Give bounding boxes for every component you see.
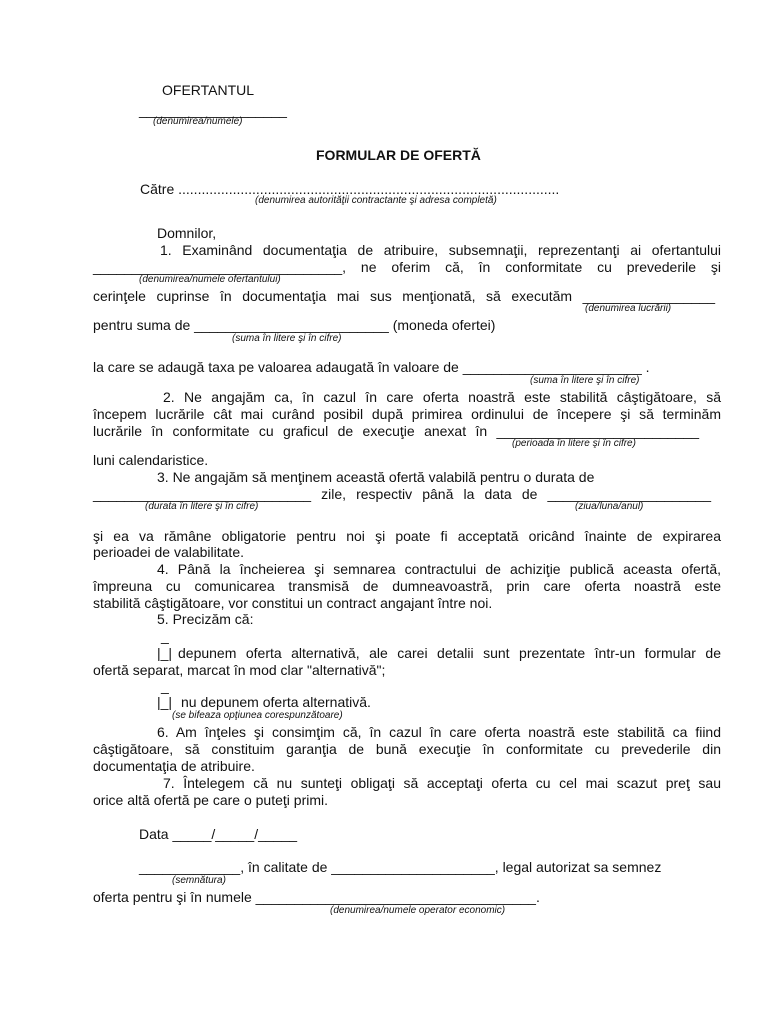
- p6-line-2: câştigătoare, să constituim garanţia de bună execuţie în conformitate cu prevederile din: [93, 741, 721, 757]
- signature-hint: (semnătura): [172, 875, 226, 886]
- document-title: FORMULAR DE OFERTĂ: [316, 147, 481, 163]
- p7-line-2: orice altă ofertă pe care o puteţi primi.: [93, 792, 329, 808]
- behalf-line: oferta pentru şi în numele ____________________________________.: [93, 889, 540, 905]
- p1-line-4: pentru suma de _________________________ (moneda ofertei): [93, 317, 496, 333]
- data-line: Data _____/_____/_____: [139, 826, 298, 842]
- option-1-checkbox[interactable]: |_|: [157, 645, 173, 661]
- greeting: Domnilor,: [157, 225, 217, 241]
- option-1-line-1: depunem oferta alternativă, ale carei detalii sunt prezentate într-un formular de: [178, 645, 721, 661]
- option-hint: (se bifeaza opţiunea corespunzătoare): [172, 710, 343, 721]
- option-1-checkbox-top[interactable]: _: [161, 628, 169, 644]
- p4-line-3: stabilită câştigătoare, vor constitui un contract angajant între noi.: [93, 595, 493, 611]
- p2-line-4: luni calendaristice.: [93, 452, 209, 468]
- p3-hint-data: (ziua/luna/anul): [575, 501, 644, 512]
- behalf-hint: (denumirea/numele operator economic): [330, 905, 506, 916]
- p1-hint-ofertant: (denumirea/numele ofertantului): [139, 274, 281, 285]
- ofertant-blank: ___________________: [139, 102, 287, 118]
- option-1-line-2: ofertă separat, marcat în mod clar "alternativă";: [93, 662, 386, 678]
- p3-line-3: şi ea va rămâne obligatorie pentru noi şi poate fi acceptată oricând înainte de expirarea: [93, 528, 721, 544]
- p1-hint-lucrare: (denumirea lucrării): [585, 303, 672, 314]
- p2-line-2: începem lucrările cât mai curând posibil după primirea ordinului de începere şi să terminăm: [93, 406, 721, 422]
- p3-line-2: ____________________________ zile, respectiv până la data de _____________________: [93, 486, 711, 502]
- signature-line: _____________, în calitate de _____________________, legal autorizat sa semnez: [139, 859, 662, 875]
- p1-line-5: la care se adaugă taxa pe valoarea adaugată în valoare de _______________________ .: [93, 359, 650, 375]
- option-2-checkbox-top[interactable]: _: [161, 678, 169, 694]
- option-2-checkbox[interactable]: |_|: [157, 694, 173, 710]
- option-2-text: nu depunem oferta alternativă.: [181, 694, 371, 710]
- p2-line-1: 2. Ne angajăm ca, în cazul în care oferta noastră este stabilită câştigătoare, să: [163, 389, 721, 405]
- p5-line-1: 5. Precizăm că:: [157, 611, 254, 627]
- p3-hint-durata: (durata în litere şi în cifre): [145, 501, 259, 512]
- p6-line-3: documentaţia de atribuire.: [93, 758, 255, 774]
- p1-line-2: ________________________________, ne oferim că, în conformitate cu prevederile şi: [93, 259, 721, 275]
- p4-line-2: împreuna cu comunicarea transmisă de dumneavoastră, prin care oferta noastră este: [93, 578, 721, 594]
- catre-line: Către ..................................................................................................: [140, 181, 560, 197]
- p1-line-3: cerinţele cuprinse în documentaţia mai sus menţionată, să executăm _________________: [93, 288, 715, 304]
- p7-line-1: 7. Întelegem că nu sunteţi obligaţi să acceptaţi oferta cu cel mai scazut preţ sau: [163, 775, 721, 791]
- p2-hint: (perioada în litere şi în cifre): [512, 438, 636, 449]
- ofertant-hint: (denumirea/numele): [153, 116, 243, 127]
- p2-line-3: lucrările în conformitate cu graficul de execuţie anexat în __________________________: [93, 423, 699, 439]
- catre-hint: (denumirea autorităţii contractante şi adresa completă): [255, 195, 497, 206]
- p3-line-1: 3. Ne angajăm să menţinem această ofertă valabilă pentru o durata de: [157, 469, 595, 485]
- p6-line-1: 6. Am înţeles şi consimţim că, în cazul în care oferta noastră este stabilită ca fiind: [157, 724, 721, 740]
- p1-line-1: 1. Examinând documentaţia de atribuire, subsemnaţii, reprezentanţi ai ofertantului: [160, 242, 721, 258]
- p1-hint-tva: (suma în litere şi în cifre): [530, 375, 640, 386]
- p1-hint-suma: (suma în litere şi în cifre): [232, 333, 342, 344]
- ofertant-label: OFERTANTUL: [162, 82, 255, 98]
- p4-line-1: 4. Până la încheierea şi semnarea contractului de achiziţie publică aceasta ofertă,: [157, 561, 721, 577]
- p3-line-4: perioadei de valabilitate.: [93, 544, 244, 560]
